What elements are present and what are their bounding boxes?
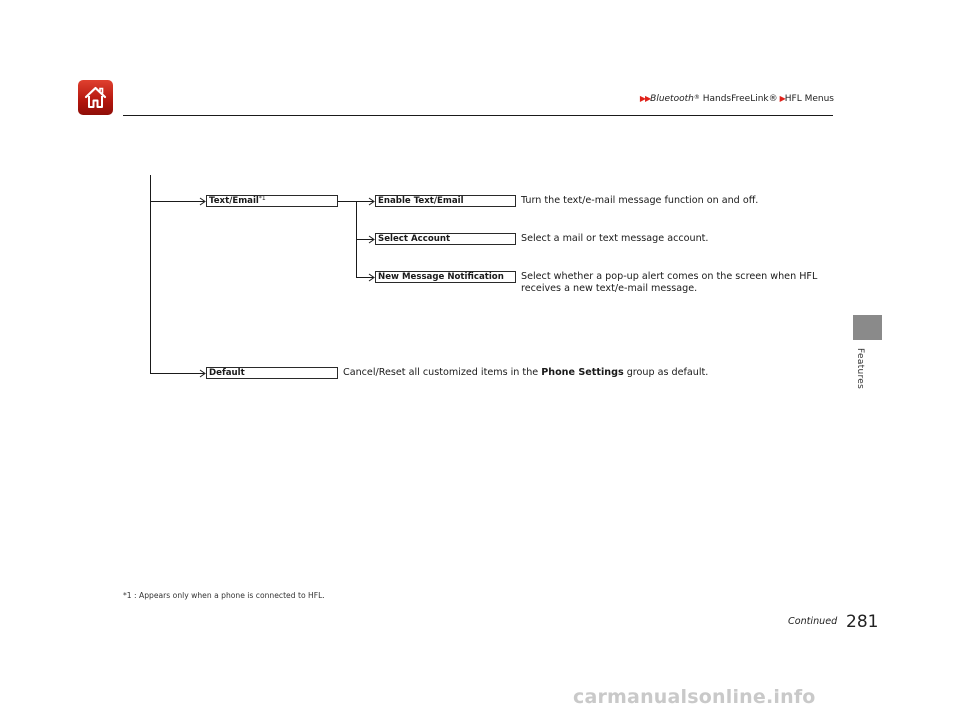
description-enable-text-email: Turn the text/e-mail message function on and off. xyxy=(521,195,759,206)
menu-item-text-email[interactable]: Text/Email$^{*1}$ xyxy=(206,195,338,207)
description-new-message-notification: Select whether a pop-up alert comes on the screen when HFL receives a new text/e-mail message. xyxy=(521,271,818,294)
menu-item-new-message-notification[interactable]: New Message Notification xyxy=(375,271,516,283)
footnote: *1 : Appears only when a phone is connected to HFL. xyxy=(123,591,325,600)
breadcrumb-item[interactable]: Bluetooth xyxy=(650,94,694,104)
watermark: carmanualsonline.info xyxy=(573,686,816,708)
menu-item-default[interactable]: Default xyxy=(206,367,338,379)
breadcrumb-item[interactable]: HFL Menus xyxy=(784,94,834,104)
registered-mark: ® xyxy=(693,94,700,101)
menu-item-select-account[interactable]: Select Account xyxy=(375,233,516,245)
page-number: 281 xyxy=(846,612,879,632)
breadcrumb-arrow-icon: ▶▶ xyxy=(639,94,651,103)
continued-label: Continued xyxy=(788,616,838,627)
description-default: Cancel/Reset all customized items in the Phone Settings group as default. xyxy=(343,367,709,378)
description-select-account: Select a mail or text message account. xyxy=(521,233,709,244)
menu-item-enable-text-email[interactable]: Enable Text/Email xyxy=(375,195,516,207)
section-tab-label: Features xyxy=(855,348,865,390)
breadcrumb-item[interactable]: HandsFreeLink® xyxy=(699,94,778,104)
breadcrumb-arrow-icon: ▶ xyxy=(779,94,785,103)
